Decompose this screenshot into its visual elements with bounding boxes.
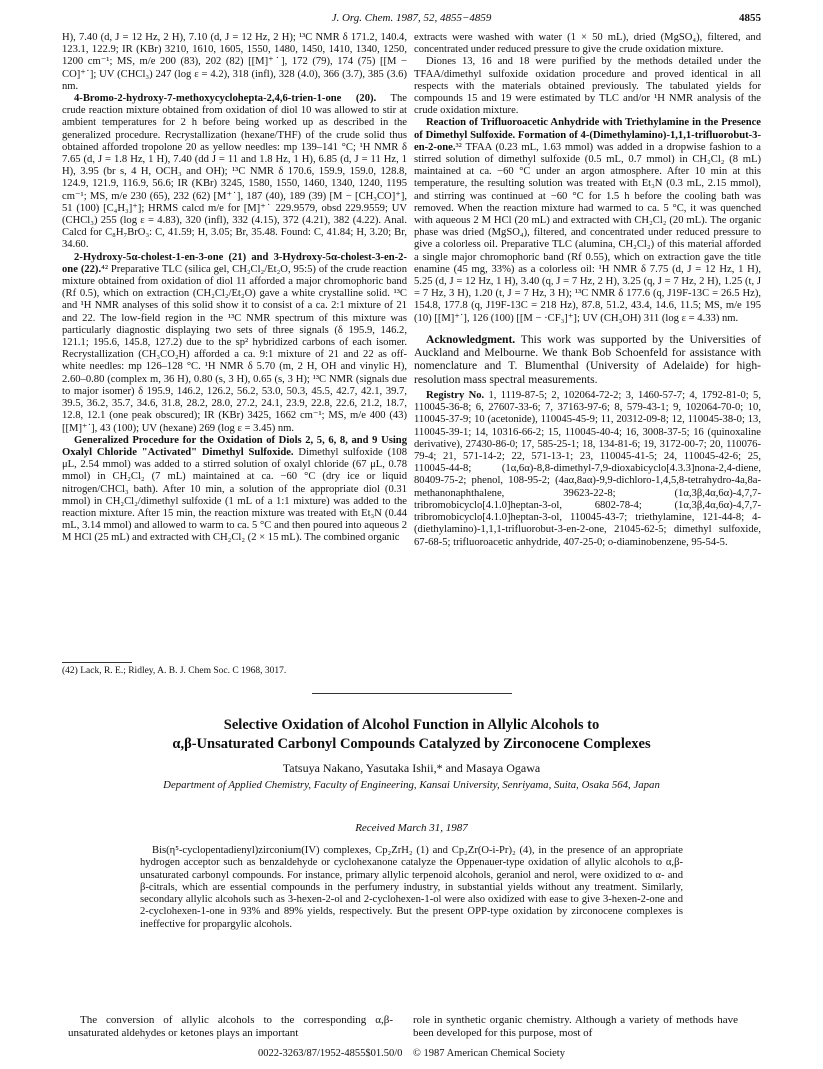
- title-line: Selective Oxidation of Alcohol Function in Allylic Alcohols to: [223, 717, 600, 733]
- paragraph: The conversion of allylic alcohols to the corresponding α,β-unsaturated aldehydes or ketones plays an important: [68, 1014, 393, 1039]
- paragraph: extracts were washed with water (1 × 50 mL), dried (MgSO₄), filtered, and concentrated under reduced pressure to give the crude oxidation mixture.: [414, 32, 761, 56]
- paragraph: [62, 435, 407, 545]
- section-heading: 4-Bromo-2-hydroxy-7-methoxycyclohepta-2,4,6-trien-1-one (20).: [74, 93, 377, 105]
- article-separator: [312, 693, 512, 694]
- left-column: [62, 32, 407, 545]
- paragraph-text: ³² TFAA (0.23 mL, 1.63 mmol) was added in a dropwise fashion to a stirred solution of dimethyl sulfoxide (0.5 mL, 0.7 mmol) in CH₂Cl₂ (8 mL) maintained at ca. −60 °C under an argon atmosphere. After 10 min at this temperature, the resulting solution was treated with Et₃N (0.3 mL, 2.15 mmol), and stirring was continued at −60 °C for 1.5 h before the cooling bath was removed. When the reaction mixture had warmed to ca. 5 °C, it was quenched with aqueous 2 M HCl (20 mL) and extracted with CH₂Cl₂ (20 mL). The organic phase was dried (MgSO₄), filtered, and concentrated under reduced pressure to give a colorless oil. Preparative TLC (alumina, CH₂Cl₂) of this material afforded a single major chromophoric band (Rf 0.55), which on extraction gave the title enamine (45 mg, 33%) as a colorless oil: ¹H NMR δ 7.75 (d, J = 12 Hz, 1 H), 5.25 (d, J = 12 Hz, 1 H), 3.40 (q, J = 7 Hz, 2 H), 3.25 (q, J = 7 Hz, 2 H), 1.25 (t, J = 7 Hz, 3 H), 1.20 (t, J = 7 Hz, 3 H); ¹³C NMR δ 177.6 (q, J19F-13C = 26.5 Hz), 154.8, 177.8 (q, J19F-13C = 218 Hz), 87.8, 51.2, 43.4, 14.6, 11.5; MS, m/e 195 (10) [[M]⁺˙], 126 (100) [[M − ·CF₃]⁺]; UV (CH₃OH) 311 (log ε = 4.33) nm.: [414, 141, 761, 324]
- paragraph: [62, 93, 407, 252]
- section-heading: Reaction of Trifluoroacetic Anhydride with Triethylamine in the Presence of Dimethyl Sulfoxide. Formation of 4-(Dimethylamino)-1,1,1-trifluorobut-3-en-2-one.: [414, 117, 761, 153]
- footnote: (42) Lack, R. E.; Ridley, A. B. J. Chem Soc. C 1968, 3017.: [62, 666, 287, 676]
- copyright: © 1987 American Chemical Society: [412, 1048, 565, 1059]
- authors: Tatsuya Nakano, Yasutaka Ishii,* and Masaya Ogawa: [282, 761, 541, 775]
- section-heading: Generalized Procedure for the Oxidation of Diols 2, 5, 6, 8, and 9 Using Oxalyl Chloride "Activated" Dimethyl Sulfoxide.: [62, 434, 407, 458]
- acknowledgment-text: This work was supported by the Universities of Auckland and Melbourne. We thank Bob Schoenfeld for assistance with nomenclature and T. Blumenthal (University of Adelaide) for high-resolution mass spectral measurements.: [414, 332, 761, 386]
- paragraph-text: Dimethyl sulfoxide (108 μL, 2.54 mmol) was added to a stirred solution of oxalyl chloride (67 μL, 0.78 mmol) in CH₂Cl₂ (7 mL) maintained at ca. −60 °C (dry ice or liquid nitrogen/CHCl₃ bath). After 10 min, a solution of the appropriate diol (0.31 mmol) in CH₂Cl₂/dimethyl sulfoxide (1 mL of a 1:1 mixture) was added to the reaction mixture. After 15 min, the reaction mixture was treated with Et₃N (0.44 mL, 3.14 mmol) and allowed to warm to ca. 5 °C and then poured into aqueous 2 M HCl (25 mL) and extracted with CH₂Cl₂ (2 × 15 mL). The combined organic: [62, 446, 408, 544]
- acknowledgment-heading: Acknowledgment.: [426, 332, 516, 346]
- footnote-rule: [62, 662, 132, 663]
- journal-citation: J. Org. Chem. 1987, 52, 4855−4859: [331, 12, 492, 24]
- running-header: [0, 12, 823, 30]
- paragraph-text: ⁴² Preparative TLC (silica gel, CH₂Cl₂/Et₂O, 95:5) of the crude reaction mixture obtained from oxidation of diol 11 afforded a major chromophoric band (Rf 0.5), which on extraction (CH₂Cl₂/Et₂O) gave a white crystalline solid. ¹³C and ¹H NMR analyses of this solid show it to consist of a ca. 2:1 mixture of 21 and 22. The low-field region in the ¹³C NMR spectrum of this mixture was particularly diagnostic displaying two sets of three signals (δ 195.9, 146.2, 121.1; 195.6, 145.8, 127.2) due to the sp² hybridized carbons of each isomer. Recrystallization (CH₃CO₂H) afforded a ca. 9:1 mixture of 21 and 22 as off-white needles: mp 126–128 °C. ¹H NMR δ 5.70 (m, 2 H, OH and vinylic H), 2.60–0.80 (complex m, 36 H), 0.80 (s, 3 H), 0.65 (s, 3 H); ¹³C NMR (signals due to major isomer) δ 195.9, 146.2, 126.2, 56.2, 53.0, 50.3, 45.5, 42.7, 42.1, 39.7, 39.5, 36.2, 35.7, 34.6, 31.8, 28.2, 28.0, 27.2, 24.1, 23.9, 22.8, 22.6, 21.2, 18.7, 12.8, 12.1 (one peak obscured); IR (KBr) 3425, 1662 cm⁻¹; MS, m/e 400 (43) [[M]⁺˙], 43 (100); UV (hexane) 269 (log ε = 3.45) nm.: [62, 263, 407, 434]
- affiliation: Department of Applied Chemistry, Faculty of Engineering, Kansai University, Senriyama, Suita, Osaka 564, Japan: [163, 779, 660, 791]
- paragraph: Diones 13, 16 and 18 were purified by the methods detailed under the TFAA/dimethyl sulfoxide oxidation procedure and proved identical in all respects with the materials obtained previously. The tabulated yields for compounds 15 and 19 were estimated by TLC and/or ¹H NMR analysis of the crude oxidation mixture.: [414, 56, 761, 117]
- paragraph: H), 7.40 (d, J = 12 Hz, 2 H), 7.10 (d, J = 12 Hz, 2 H); ¹³C NMR δ 171.2, 140.4, 123.1, 122.9; IR (KBr) 3210, 1610, 1605, 1550, 1480, 1450, 1410, 1340, 1250, 1200 cm⁻¹; MS, m/e 200 (83), 202 (82) [[M]⁺˙], 172 (79), 174 (75) [[M − CO]⁺˙]; UV (CHCl₃) 247 (log ε = 4.2), 318 (infl), 328 (4.0), 366 (3.7), 385 (3.6) nm.: [62, 32, 407, 92]
- title-line: α,β-Unsaturated Carbonyl Compounds Catalyzed by Zirconocene Complexes: [172, 736, 651, 752]
- received-date: Received March 31, 1987: [355, 822, 468, 834]
- paragraph: [414, 117, 761, 324]
- paragraph-text: The crude reaction mixture obtained from oxidation of diol 10 was allowed to stir at ambient temperatures for 2 h before being worked up as described in the generalized procedure. Recrystallization (hexane/THF) of the crude solid thus obtained afforded tropolone 20 as yellow needles: mp 139–141 °C; ¹H NMR δ 7.65 (d, J = 1.8 Hz, 1 H), 7.40 (dd J = 11 and 1.8 Hz, 1 H), 6.85 (d, J = 11 Hz, 1 H), 3.95 (br s, 4 H, OCH₃ and OH); ¹³C NMR δ 170.6, 159.9, 159.0, 128.8, 124.9, 121.9, 116.9, 56.6; IR (KBr) 3245, 1580, 1550, 1460, 1340, 1240, 1195 cm⁻¹; MS, m/e 230 (65), 232 (62) [M⁺˙], 187 (40), 189 (39) [M − [CH₃CO]⁺], 51 (100) [C₄H₃]⁺]; HRMS calcd m/e for [M]⁺˙ 229.9579, obsd 229.9559; UV (CHCl₃) 255 (log ε = 4.83), 320 (infl), 332 (4.15), 372 (4.21), 382 (4.22). Anal. Calcd for C₈H₇BrO₃: C, 41.59; H, 3.05; Br, 35.48. Found: C, 41.84; H, 3.20; Br, 34.60.: [62, 93, 407, 251]
- abstract-text: Bis(η⁵-cyclopentadienyl)zirconium(IV) complexes, Cp₂ZrH₂ (1) and Cp₂Zr(O-i-Pr)₂ (4), in the presence of an appropriate hydrogen acceptor such as benzaldehyde or cyclohexanone catalyze the Oppenauer-type oxidation of allylic alcohols to α,β-unsaturated carbonyl compounds. For instance, primary allylic terpenoid alcohols, geraniol and nerol, were oxidized to α- and β-citrals, which are essential compounds in the perfumery industry, in substantial yields without any treatment. Similarly, secondary allylic alcohols such as 3-hexen-2-ol and 2-cyclohexen-1-ol were also oxidized with ease to give 3-hexen-2-one and 2-cyclohexen-1-one in 93% and 89% yields, respectively. But the present OPP-type oxidation by zirconocene complexes is ineffective for propargylic alcohols.: [140, 845, 683, 930]
- registry-text: 1, 1119-87-5; 2, 102064-72-2; 3, 1460-57-7; 4, 1792-81-0; 5, 110045-36-8; 6, 27607-33-6; 7, 37163-97-6; 8, 579-43-1; 9, 102064-70-0; 10, 110045-37-9; 10 (acetonide), 110045-45-9; 11, 20312-09-8; 12, 110045-38-0; 13, 110045-39-1; 14, 10316-66-2; 15, 110045-40-4; 16, 3008-37-5; 16 (quinoxaline derivative), 27430-86-0; 17, 585-25-1; 18, 134-81-6; 19, 3172-00-7; 20, 110076-79-4; 21, 571-14-2; 22, 571-13-1; 23, 110045-41-5; 24, 110045-42-6; 25, 110045-44-8; (1α,6α)-8,8-dimethyl-7,9-dioxabicyclo[4.3.3]nona-2,4-diene, 80409-75-2; phenol, 108-95-2; (4aα,8aα)-9,9-dichloro-1,4,5,8-tetrahydro-4a,8a-methanonaphthalene, 39623-22-8; (1α,3β,4α,6α)-4,7,7-tribromobicyclo[4.1.0]heptan-3-ol, 6802-78-4; (1α,3β,4α,6α)-4,7,7-tribromobicyclo[4.1.0]heptan-3-ol, 110045-43-7; triethylamine, 121-44-8; 4-(diethylamino)-1,1,1-trifluorobut-3-en-2-one, 21045-62-5; dimethyl sulfoxide, 67-68-5; trifluoroacetic anhydride, 407-25-0; o-diaminobenzene, 95-54-5.: [414, 390, 761, 548]
- article-title: [62, 716, 761, 754]
- section-heading: 2-Hydroxy-5α-cholest-1-en-3-one (21) and 3-Hydroxy-5α-cholest-3-en-2-one (22).: [62, 251, 407, 275]
- abstract: [140, 845, 683, 931]
- paragraph: role in synthetic organic chemistry. Although a variety of methods have been developed for this purpose, most of: [413, 1014, 738, 1039]
- page-number: 4855: [739, 12, 761, 24]
- right-column: [414, 32, 761, 549]
- registry-numbers: [414, 390, 761, 549]
- body-right-column: [413, 1014, 738, 1040]
- body-left-column: [68, 1014, 393, 1040]
- registry-heading: Registry No.: [426, 390, 485, 402]
- page-footer: [0, 1048, 823, 1059]
- paragraph: [62, 252, 407, 435]
- acknowledgment: [414, 333, 761, 386]
- article-code: 0022-3263/87/1952-4855$01.50/0: [258, 1048, 403, 1059]
